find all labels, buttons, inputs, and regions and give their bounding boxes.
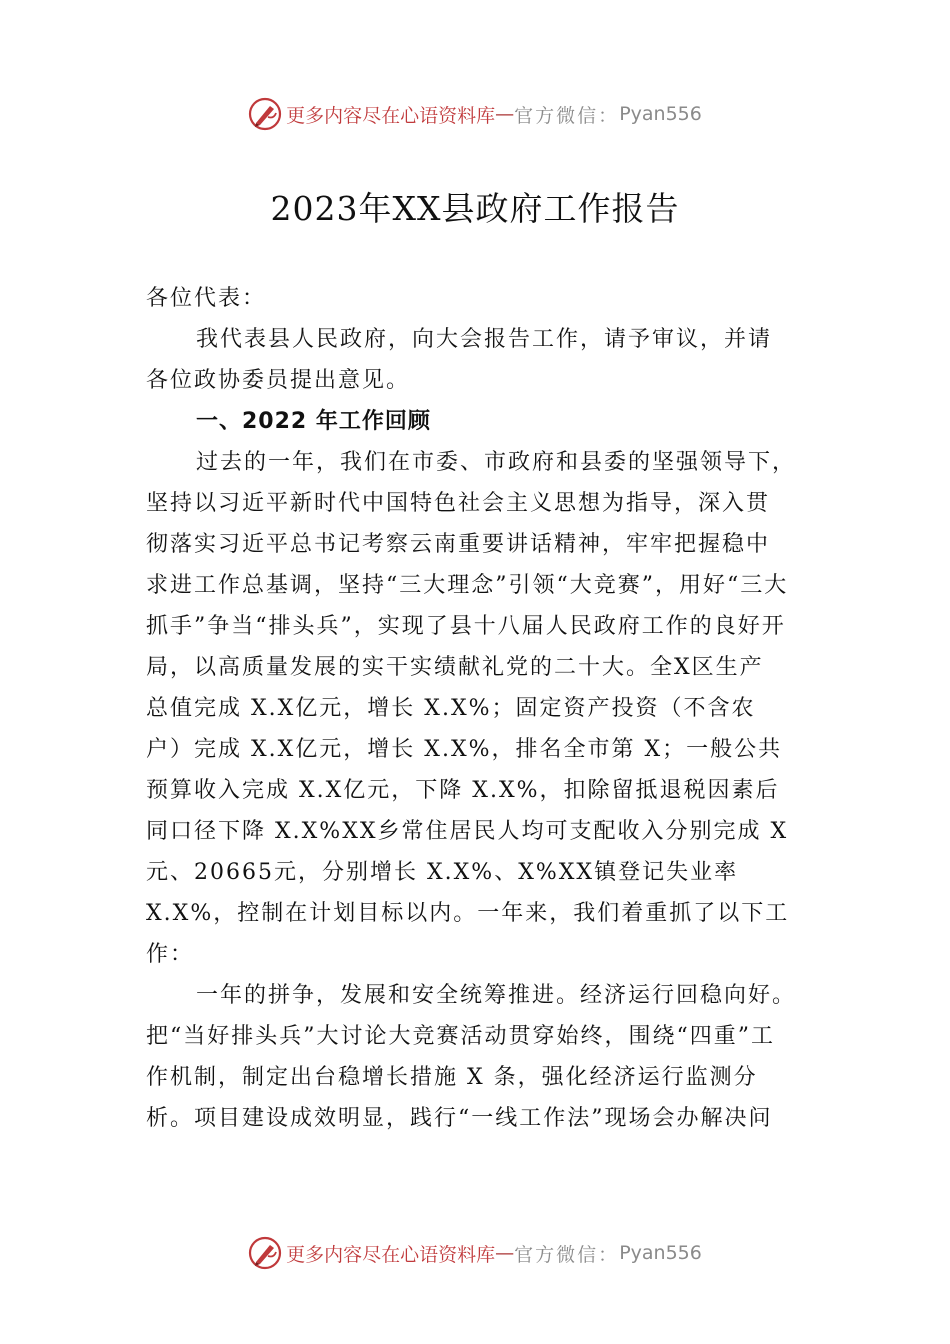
paragraph-line: 过去的一年，我们在市委、市政府和县委的坚强领导下， <box>196 450 797 475</box>
watermark-brand-text: 更多内容尽在心语资料库 <box>286 1243 496 1266</box>
paragraph-line: 各位政协委员提出意见。 <box>146 368 411 393</box>
paragraph-line: 一年的拼争，发展和安全统筹推进。经济运行回稳向好。 <box>196 983 797 1008</box>
watermark-separator: — <box>495 1242 515 1264</box>
paragraph-line: 总值完成 X.X亿元，增长 X.X%；固定资产投资（不含农 <box>146 696 756 721</box>
page-title: 2023年XX县政府工作报告 <box>270 189 680 228</box>
paragraph-line: 户）完成 X.X亿元，增长 X.X%，排名全市第 X；一般公共 <box>146 737 783 762</box>
paragraph-line: 彻落实习近平总书记考察云南重要讲话精神，牢牢把握稳中 <box>146 532 771 557</box>
watermark-wechat-handle: Pyan556 <box>619 1242 702 1264</box>
paragraph-line: 坚持以习近平新时代中国特色社会主义思想为指导，深入贯 <box>146 491 771 516</box>
watermark-wechat-label: 官方微信： <box>514 104 620 127</box>
paragraph-line: 把“当好排头兵”大讨论大竞赛活动贯穿始终，围绕“四重”工 <box>146 1024 775 1049</box>
watermark-brand-text: 更多内容尽在心语资料库 <box>286 104 496 127</box>
watermark-footer <box>0 1233 950 1273</box>
salutation: 各位代表： <box>146 286 267 311</box>
paragraph-line: X.X%，控制在计划目标以内。一年来，我们着重抓了以下工 <box>146 901 790 926</box>
paragraph-line: 同口径下降 X.X%XX乡常住居民人均可支配收入分别完成 X <box>146 819 789 844</box>
section-heading: 一、2022 年工作回顾 <box>196 409 431 434</box>
paragraph-line: 作机制，制定出台稳增长措施 X 条，强化经济运行监测分 <box>146 1065 758 1090</box>
watermark-wechat-label: 官方微信： <box>514 1243 620 1266</box>
document-body <box>146 278 812 1139</box>
paragraph-line: 抓手”争当“排头兵”，实现了县十八届人民政府工作的良好开 <box>146 614 786 639</box>
watermark-wechat-handle: Pyan556 <box>619 103 702 125</box>
paragraph-line: 预算收入完成 X.X亿元，下降 X.X%，扣除留抵退税因素后 <box>146 778 780 803</box>
watermark-header <box>0 94 950 134</box>
paragraph-line: 局，以高质量发展的实干实绩献礼党的二十大。全X区生产 <box>146 655 764 680</box>
paragraph-line: 我代表县人民政府，向大会报告工作，请予审议，并请 <box>196 327 773 352</box>
paragraph-line: 作： <box>146 942 195 967</box>
paragraph-line: 元、20665元，分别增长 X.X%、X%XX镇登记失业率 <box>146 860 739 885</box>
paragraph-line: 求进工作总基调，坚持“三大理念”引领“大竞赛”，用好“三大 <box>146 573 789 598</box>
pen-logo-icon <box>248 1236 282 1270</box>
pen-logo-icon <box>248 97 282 131</box>
watermark-separator: — <box>495 103 515 125</box>
paragraph-line: 析。项目建设成效明显，践行“一线工作法”现场会办解决问 <box>146 1106 773 1131</box>
